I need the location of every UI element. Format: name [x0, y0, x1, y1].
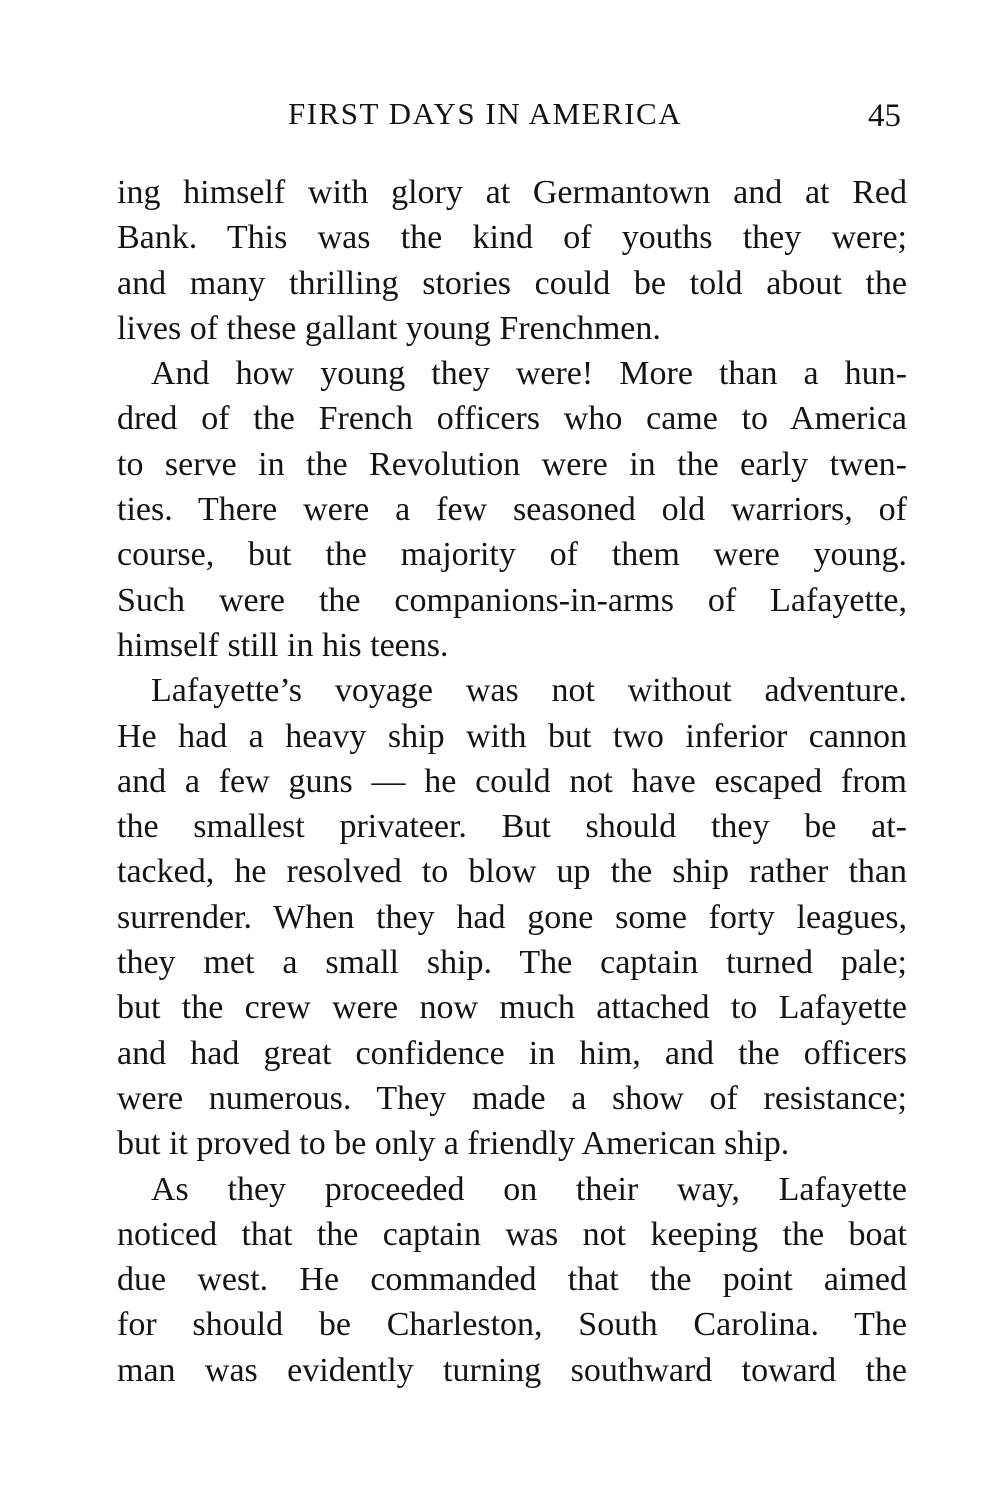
text-line: lives of these gallant young Frenchmen. [117, 309, 661, 347]
text-line: As they proceeded on their way, Lafayette [151, 1170, 907, 1208]
text-line: man was evidently turning southward toward the [117, 1351, 907, 1389]
page-number: 45 [868, 98, 901, 134]
running-head [0, 96, 1000, 136]
text-line: tacked, he resolved to blow up the ship rather than [117, 853, 907, 891]
text-line: himself still in his teens. [117, 626, 449, 664]
text-line: the smallest privateer. But should they be at- [117, 808, 907, 846]
text-line: Lafayette’s voyage was not without adventure. [151, 672, 907, 710]
text-line: ties. There were a few seasoned old warriors, of [117, 491, 907, 529]
text-line: ing himself with glory at Germantown and at Red [117, 174, 907, 211]
text-line: for should be Charleston, South Carolina. The [117, 1306, 907, 1344]
text-line: but it proved to be only a friendly American ship. [117, 1125, 790, 1163]
text-line: He had a heavy ship with but two inferior cannon [117, 717, 907, 755]
text-line: and had great confidence in him, and the officers [117, 1034, 907, 1072]
text-line: but the crew were now much attached to Lafayette [117, 989, 907, 1027]
text-line: to serve in the Revolution were in the early twen- [117, 445, 907, 483]
text-line: and many thrilling stories could be told about the [117, 264, 907, 302]
text-line: due west. He commanded that the point aimed [117, 1261, 907, 1299]
text-line: they met a small ship. The captain turned pale; [117, 944, 907, 982]
running-title: FIRST DAYS IN AMERICA [288, 96, 683, 131]
text-line: Such were the companions-in-arms of Lafayette, [117, 581, 907, 619]
text-line: surrender. When they had gone some forty leagues, [117, 898, 907, 936]
text-line: were numerous. They made a show of resistance; [117, 1079, 907, 1117]
text-line: Bank. This was the kind of youths they were; [117, 219, 907, 257]
text-line: dred of the French officers who came to America [117, 400, 907, 438]
text-line: and a few guns — he could not have escaped from [117, 762, 907, 800]
text-line: noticed that the captain was not keeping the boat [117, 1215, 907, 1253]
text-line: course, but the majority of them were young. [117, 536, 907, 574]
body-text [117, 170, 907, 1393]
text-line: And how young they were! More than a hun- [151, 355, 907, 393]
